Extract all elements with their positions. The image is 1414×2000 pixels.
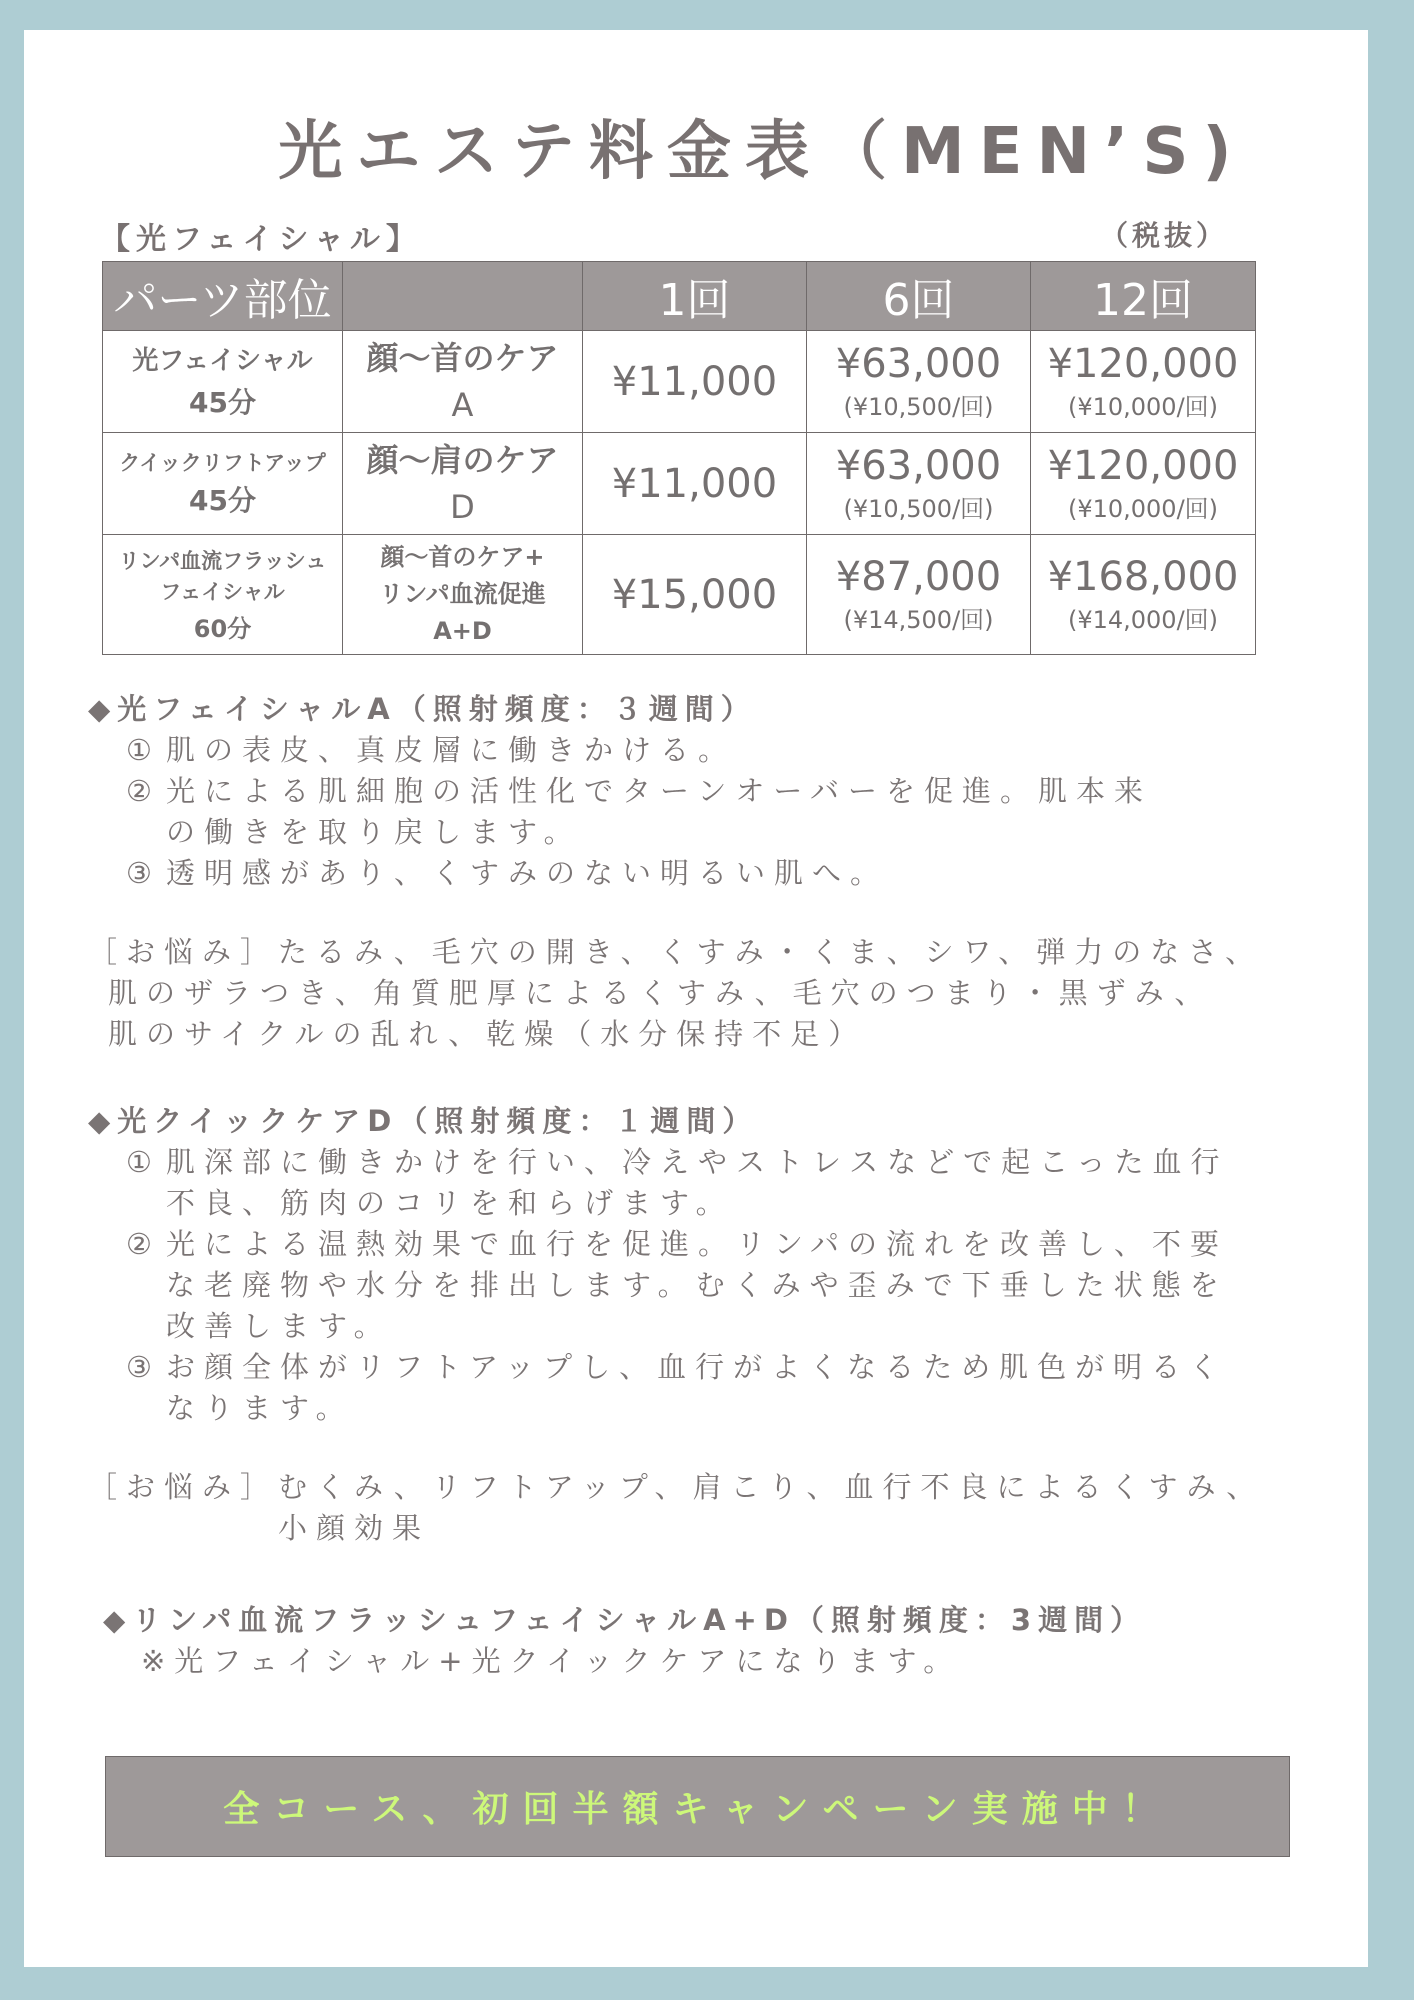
price-per-session: (¥14,000/回): [1067, 606, 1219, 634]
price-single: [583, 331, 807, 433]
table-row: [103, 535, 1256, 655]
price-value: ¥87,000: [835, 554, 1002, 600]
section-a-heading: ◆光フェイシャルA（照射頻度：３週間）: [88, 692, 757, 726]
campaign-banner: 全コース、初回半額キャンペーン実施中！: [105, 1756, 1290, 1857]
course-duration: 45分: [189, 386, 256, 419]
price-single: [583, 535, 807, 655]
price-per-session: (¥14,500/回): [843, 606, 994, 634]
item-text: 光による肌細胞の活性化でターンオーバーを促進。肌本来: [166, 774, 1152, 808]
header-blank: [343, 262, 583, 331]
course-cell: [103, 535, 343, 655]
course-duration: 45分: [189, 484, 256, 518]
item-number: ②: [126, 774, 161, 808]
price-per-session: (¥10,500/回): [843, 495, 994, 523]
header-part: パーツ部位: [103, 262, 343, 331]
item-number: ②: [126, 1227, 161, 1261]
item-text: 光による温熱効果で血行を促進。リンパの流れを改善し、不要: [166, 1227, 1228, 1261]
care-code: A+D: [433, 617, 492, 646]
price-value: ¥11,000: [611, 460, 778, 507]
price-value: ¥168,000: [1047, 554, 1239, 600]
care-cell: [343, 331, 583, 433]
list-item: [88, 1347, 1288, 1429]
worry-label: ［お悩み］: [88, 935, 279, 969]
list-item: [88, 1224, 1288, 1347]
worry-text: たるみ、毛穴の開き、くすみ・くま、シワ、弾力のなさ、: [278, 935, 1264, 969]
care-text: リンパ血流促進: [379, 579, 546, 608]
price-value: ¥15,000: [611, 571, 778, 618]
list-item: [88, 771, 1288, 853]
price-value: ¥63,000: [835, 341, 1002, 387]
course-cell: [103, 433, 343, 535]
course-name: フェイシャル: [160, 580, 285, 604]
price-per-session: (¥10,500/回): [843, 393, 994, 421]
list-item: [88, 730, 1288, 771]
price-single: [583, 433, 807, 535]
item-text: 不良、筋肉のコリを和らげます。: [166, 1186, 734, 1220]
section-label: 【光フェイシャル】: [100, 222, 422, 257]
item-number: ③: [126, 1350, 161, 1384]
page-title: 光エステ料金表（MEN’S): [278, 115, 1246, 189]
worry-text: 肌のサイクルの乱れ、乾燥（水分保持不足）: [108, 1017, 867, 1051]
care-text: 顔〜肩のケア: [366, 441, 559, 480]
item-text: 肌深部に働きかけを行い、冷えやストレスなどで起こった血行: [166, 1145, 1229, 1179]
course-name: クイックリフトアップ: [119, 450, 326, 475]
section-a: [88, 689, 1288, 1055]
worry-text: 肌のザラつき、角質肥厚によるくすみ、毛穴のつまり・黒ずみ、: [108, 976, 1213, 1010]
item-text: なります。: [166, 1391, 354, 1425]
item-number: ①: [126, 733, 161, 767]
price-twelve: [1031, 535, 1256, 655]
course-duration: 60分: [193, 614, 252, 643]
item-text: 透明感があり、くすみのない明るい肌へ。: [166, 856, 889, 890]
course-name: リンパ血流フラッシュ: [118, 548, 327, 573]
price-six: [807, 331, 1031, 433]
worry-block: [88, 1467, 1288, 1549]
price-value: ¥11,000: [611, 358, 778, 405]
price-value: ¥120,000: [1047, 443, 1239, 489]
care-text: 顔〜首のケア+: [380, 542, 545, 571]
table-header: [103, 262, 1256, 331]
worry-text: むくみ、リフトアップ、肩こり、血行不良によるくすみ、: [278, 1470, 1265, 1504]
item-number: ③: [126, 856, 161, 890]
item-text: な老廃物や水分を排出します。むくみや歪みで下垂した状態を: [166, 1268, 1228, 1302]
item-number: ①: [126, 1145, 161, 1179]
item-text: お顔全体がリフトアップし、血行がよくなるため肌色が明るく: [166, 1350, 1228, 1384]
price-twelve: [1031, 433, 1256, 535]
price-per-session: (¥10,000/回): [1067, 495, 1219, 523]
table-row: [103, 331, 1256, 433]
worry-label: ［お悩み］: [88, 1470, 279, 1504]
care-text: 顔〜首のケア: [366, 339, 559, 378]
list-item: [88, 853, 1288, 894]
item-text: の働きを取り戻します。: [166, 815, 582, 849]
list-item: [88, 1142, 1288, 1224]
care-code: D: [450, 487, 475, 526]
price-table: [102, 261, 1256, 655]
price-twelve: [1031, 331, 1256, 433]
section-ad-note: ※光フェイシャル+光クイックケアになります。: [141, 1644, 962, 1678]
price-value: ¥63,000: [835, 443, 1002, 489]
course-cell: [103, 331, 343, 433]
item-text: 肌の表皮、真皮層に働きかける。: [166, 733, 737, 767]
price-per-session: (¥10,000/回): [1067, 393, 1219, 421]
section-ad: [103, 1600, 1303, 1682]
header-single: 1回: [583, 262, 807, 331]
worry-text: 小顔効果: [278, 1511, 431, 1545]
care-cell: [343, 433, 583, 535]
table-row: [103, 433, 1256, 535]
price-six: [807, 433, 1031, 535]
section-d-heading: ◆光クイックケアD（照射頻度：１週間）: [88, 1104, 759, 1138]
item-text: 改善します。: [166, 1309, 392, 1343]
tax-note: （税抜）: [1100, 219, 1229, 252]
price-six: [807, 535, 1031, 655]
section-d: [88, 1101, 1288, 1549]
price-value: ¥120,000: [1047, 341, 1239, 387]
section-ad-heading: ◆リンパ血流フラッシュフェイシャルA+D（照射頻度：3週間）: [103, 1603, 1147, 1637]
header-twelve: 12回: [1031, 262, 1256, 331]
care-code: A: [451, 385, 474, 424]
course-name: 光フェイシャル: [132, 346, 313, 376]
care-cell: [343, 535, 583, 655]
worry-block: [88, 932, 1288, 973]
header-six: 6回: [807, 262, 1031, 331]
